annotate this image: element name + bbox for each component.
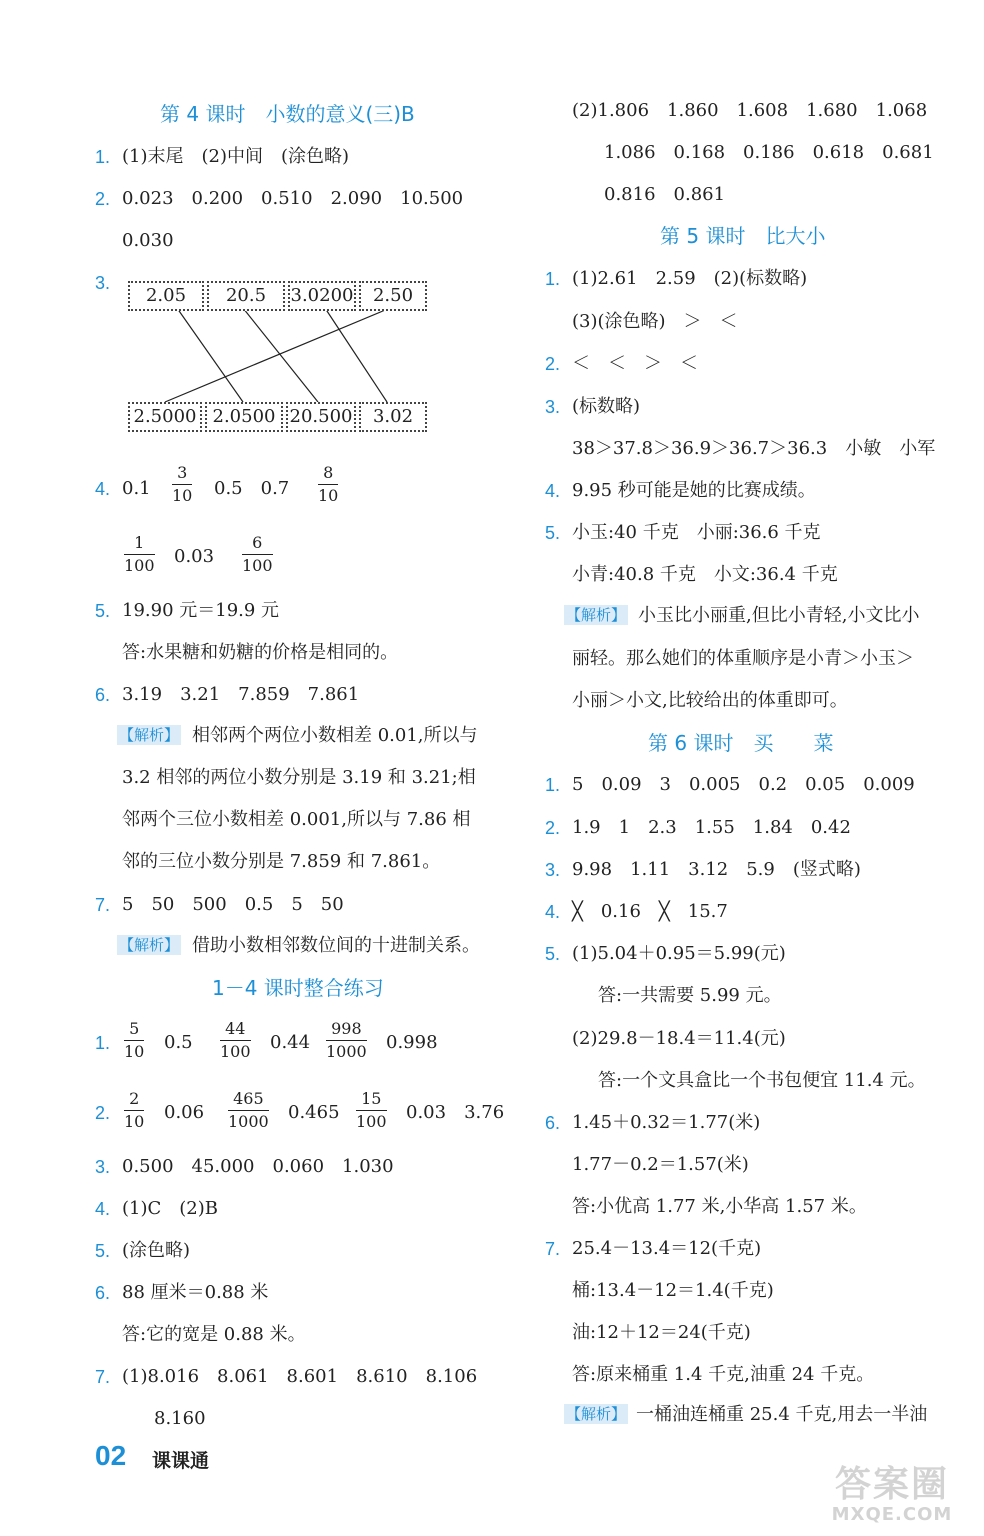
page-number: 02 — [95, 1440, 127, 1471]
fraction: 8 10 — [318, 463, 339, 505]
item-number: 3. — [545, 860, 561, 880]
lesson6-q7-equation: 桶:13.4－12＝1.4(千克) — [572, 1280, 774, 1301]
item-number: 7. — [545, 1239, 561, 1259]
item-number: 6. — [95, 1283, 111, 1303]
item-number: 3. — [545, 397, 561, 417]
lesson6-q6-equation: 1.45＋0.32＝1.77(米) — [572, 1112, 761, 1133]
practice-q7-part2-cont: 0.816 0.861 — [604, 184, 726, 205]
lesson6-q5-equation: (2)29.8－18.4＝11.4(元) — [572, 1028, 786, 1049]
practice-q2-decimals: 0.03 3.76 — [406, 1102, 505, 1123]
match-top-box: 3.0200 — [288, 281, 356, 311]
lesson5-q5-explanation: 丽轻。那么她们的体重顺序是小青＞小玉＞ — [572, 648, 914, 669]
lesson4-q4-decimals: 0.5 0.7 — [214, 478, 290, 499]
practice-q6-answer: 答:它的宽是 0.88 米。 — [122, 1324, 306, 1345]
lesson5-q1-answer-cont: (3)(涂色略) ＞ ＜ — [572, 311, 738, 332]
item-number: 6. — [95, 685, 111, 705]
lesson6-q7-equation: 25.4－13.4＝12(千克) — [572, 1238, 762, 1259]
practice-q7-answer: (1)8.016 8.061 8.601 8.610 8.106 — [122, 1366, 478, 1387]
lesson6-q5-equation: (1)5.04＋0.95＝5.99(元) — [572, 943, 786, 964]
lesson6-q7-explanation: 一桶油连桶重 25.4 千克,用去一半油 — [636, 1404, 928, 1425]
match-bottom-box: 20.500 — [286, 402, 356, 432]
fraction: 44 100 — [220, 1019, 251, 1061]
practice-q7-answer-cont: 8.160 — [154, 1408, 206, 1429]
item-number: 2. — [95, 189, 111, 209]
match-top-box: 2.05 — [128, 281, 204, 311]
item-number: 1. — [545, 269, 561, 289]
fraction: 5 10 — [124, 1019, 145, 1061]
item-number: 7. — [95, 895, 111, 915]
lesson5-q5-explanation: 小丽＞小文,比较给出的体重即可。 — [572, 690, 848, 711]
lesson6-heading: 第 6 课时 买 菜 — [648, 731, 834, 755]
item-number: 1. — [545, 775, 561, 795]
lesson6-q7-equation: 油:12＋12＝24(千克) — [572, 1322, 751, 1343]
practice-q1-decimal: 0.5 — [164, 1032, 193, 1053]
practice-q1-decimal: 0.998 — [386, 1032, 438, 1053]
lesson5-q3-answer-cont: 38＞37.8＞36.9＞36.7＞36.3 小敏 小军 — [572, 438, 936, 459]
lesson6-q1-answer: 5 0.09 3 0.005 0.2 0.05 0.009 — [572, 774, 915, 795]
item-number: 2. — [545, 818, 561, 838]
item-number: 1. — [95, 147, 111, 167]
lesson5-heading: 第 5 课时 比大小 — [660, 224, 826, 248]
item-number: 7. — [95, 1367, 111, 1387]
lesson4-q7-answer: 5 50 500 0.5 5 50 — [122, 894, 344, 915]
item-number: 6. — [545, 1113, 561, 1133]
lesson4-q6-explanation: 3.2 相邻的两位小数分别是 3.19 和 3.21;相 — [122, 767, 476, 788]
item-number: 1. — [95, 1033, 111, 1053]
lesson5-q5-explanation: 小玉比小丽重,但比小青轻,小文比小 — [638, 605, 920, 626]
lesson4-q5-answer: 答:水果糖和奶糖的价格是相同的。 — [122, 642, 399, 663]
lesson5-q5-answer: 小玉:40 千克 小丽:36.6 千克 — [572, 522, 821, 543]
lesson4-heading: 第 4 课时 小数的意义(三)B — [160, 102, 415, 126]
practice-q3-answer: 0.500 45.000 0.060 1.030 — [122, 1156, 394, 1177]
lesson4-q7-explanation: 借助小数相邻数位间的十进制关系。 — [192, 935, 480, 956]
lesson6-q5-answer: 答:一个文具盒比一个书包便宜 11.4 元。 — [598, 1070, 926, 1091]
item-number: 2. — [545, 354, 561, 374]
item-number: 4. — [95, 1199, 111, 1219]
fraction: 1 100 — [124, 533, 155, 575]
practice-q4-answer: (1)C (2)B — [122, 1198, 218, 1219]
analysis-tag: 【解析】 — [566, 606, 627, 624]
lesson4-q1-answer: (1)末尾 (2)中间 (涂色略) — [122, 146, 350, 167]
fraction: 998 1000 — [326, 1019, 367, 1061]
lesson6-q5-answer: 答:一共需要 5.99 元。 — [598, 985, 782, 1006]
lesson4-q6-answer: 3.19 3.21 7.859 7.861 — [122, 684, 360, 705]
lesson4-q2-answer-cont: 0.030 — [122, 230, 174, 251]
item-number: 3. — [95, 273, 111, 293]
practice-q5-answer: (涂色略) — [122, 1240, 191, 1261]
match-bottom-box: 3.02 — [359, 402, 427, 432]
watermark-logo — [808, 1465, 976, 1529]
practice-q1-decimal: 0.44 — [270, 1032, 311, 1053]
lesson4-q2-answer: 0.023 0.200 0.510 2.090 10.500 — [122, 188, 464, 209]
practice-heading: 1－4 课时整合练习 — [212, 976, 384, 1000]
fraction: 3 10 — [172, 463, 193, 505]
fraction: 15 100 — [356, 1089, 387, 1131]
match-line — [177, 308, 243, 402]
practice-q2-decimal: 0.465 — [288, 1102, 340, 1123]
lesson6-q6-answer: 答:小优高 1.77 米,小华高 1.57 米。 — [572, 1196, 867, 1217]
lesson4-q6-explanation: 相邻两个两位小数相差 0.01,所以与 — [192, 725, 478, 746]
watermark-url: MXQE.COM — [831, 1504, 953, 1525]
lesson4-q5-equation: 19.90 元＝19.9 元 — [122, 600, 280, 621]
item-number: 5. — [545, 944, 561, 964]
fraction: 2 10 — [124, 1089, 145, 1131]
lesson5-q1-answer: (1)2.61 2.59 (2)(标数略) — [572, 268, 808, 289]
lesson4-q6-explanation: 邻两个三位小数相差 0.001,所以与 7.86 相 — [122, 809, 471, 830]
item-number: 5. — [545, 523, 561, 543]
match-bottom-box: 2.0500 — [205, 402, 283, 432]
item-number: 5. — [95, 1241, 111, 1261]
fraction: 6 100 — [242, 533, 273, 575]
fraction: 465 1000 — [228, 1089, 269, 1131]
book-title: 课课通 — [152, 1450, 210, 1472]
item-number: 3. — [95, 1157, 111, 1177]
practice-q6-equation: 88 厘米＝0.88 米 — [122, 1282, 269, 1303]
match-top-box: 20.5 — [207, 281, 285, 311]
practice-q2-decimal: 0.06 — [164, 1102, 205, 1123]
lesson4-q6-explanation: 邻的三位小数分别是 7.859 和 7.861。 — [122, 851, 441, 872]
lesson5-q2-answer: ＜ ＜ ＞ ＜ — [572, 353, 698, 374]
item-number: 4. — [95, 479, 111, 499]
analysis-tag: 【解析】 — [119, 936, 180, 954]
lesson4-q4-decimal: 0.1 — [122, 478, 151, 499]
practice-q7-part2: (2)1.806 1.860 1.608 1.680 1.068 — [572, 100, 928, 121]
item-number: 5. — [95, 601, 111, 621]
lesson6-q4-answer: ╳ 0.16 ╳ 15.7 — [572, 901, 728, 922]
lesson5-q3-answer: (标数略) — [572, 396, 641, 417]
match-bottom-box: 2.5000 — [128, 402, 202, 432]
item-number: 2. — [95, 1103, 111, 1123]
lesson5-q5-answer-cont: 小青:40.8 千克 小文:36.4 千克 — [572, 564, 838, 585]
item-number: 4. — [545, 481, 561, 501]
lesson4-q4-decimal2: 0.03 — [174, 546, 215, 567]
match-top-box: 2.50 — [359, 281, 427, 311]
analysis-tag: 【解析】 — [566, 1405, 627, 1423]
practice-q7-part2-cont: 1.086 0.168 0.186 0.618 0.681 — [604, 142, 934, 163]
analysis-tag: 【解析】 — [119, 726, 180, 744]
match-line — [243, 308, 318, 402]
lesson6-q2-answer: 1.9 1 2.3 1.55 1.84 0.42 — [572, 817, 851, 838]
lesson6-q7-answer: 答:原来桶重 1.4 千克,油重 24 千克。 — [572, 1364, 875, 1385]
item-number: 4. — [545, 902, 561, 922]
lesson6-q6-equation: 1.77－0.2＝1.57(米) — [572, 1154, 749, 1175]
lesson6-q3-answer: 9.98 1.11 3.12 5.9 (竖式略) — [572, 859, 861, 880]
watermark-text: 答案圈 — [834, 1464, 949, 1505]
lesson5-q4-answer: 9.95 秒可能是她的比赛成绩。 — [572, 480, 816, 501]
